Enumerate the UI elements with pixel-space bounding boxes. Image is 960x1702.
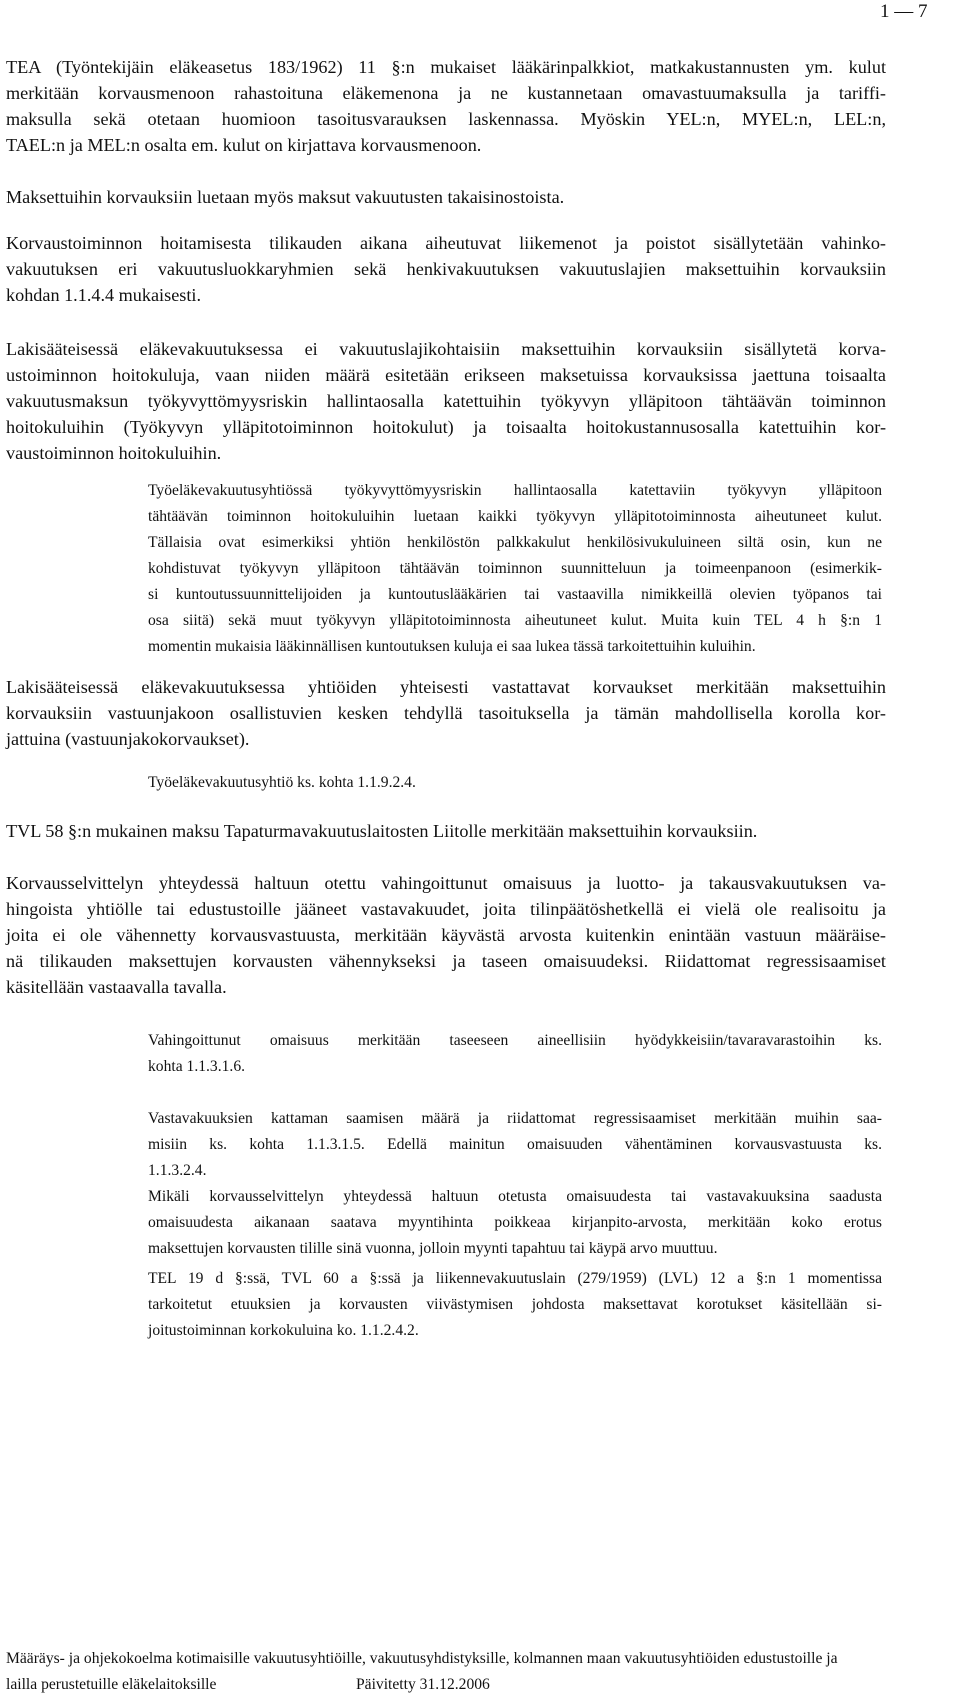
text-line: vakuutuksen eri vakuutusluokkaryhmien sekä henkivakuutuksen vakuutuslajien maksettuihin korvauksiin [6, 259, 886, 279]
text-line: merkitään korvausmenoon rahastoituna eläkemenona ja ne kustannetaan omavastuumaksulla ja tariffi- [6, 83, 886, 103]
paragraph-statutory-pension [6, 336, 886, 466]
text-line: Työeläkevakuutusyhtiössä työkyvyttömyysriskin hallintaosalla katettaviin työkyvyn ylläpitoon [148, 482, 882, 499]
text-line: kohta 1.1.3.1.6. [148, 1058, 246, 1075]
paragraph-shared-claims [6, 674, 886, 752]
text-line: osa siitä) sekä muut työkyvyn ylläpitotoiminnosta aiheutuneet kulut. Muita kuin TEL 4 h §:n 1 [148, 612, 882, 629]
text-line: maksulla sekä otetaan huomioon tasoitusvarauksen laskennassa. Myöskin YEL:n, MYEL:n, LEL:n, [6, 109, 886, 129]
footer-updated-date: Päivitetty 31.12.2006 [356, 1676, 490, 1693]
text-line: korvauksiin vastuunjakoon osallistuvien kesken tehdyllä tasoituksella ja tämän mahdollisella korolla kor- [6, 703, 886, 723]
footer-publisher: lailla perustetuille eläkelaitoksille [6, 1676, 217, 1693]
text-line: vaustoiminnon hoitokuluihin. [6, 443, 222, 463]
indented-note-delay-increments [148, 1266, 882, 1344]
text-line: vakuutusmaksun työkyvyttömyysriskin hallintaosalla katettuihin työkyvyn ylläpitoon tähtäävän toiminnon [6, 391, 886, 411]
indented-note-reference [148, 770, 882, 796]
text-line: hoitokuluihin (Työkyvyn ylläpitotoiminnon hoitokulut) ja toisaalta hoitokustannusosalla katettuihin kor- [6, 417, 886, 437]
text-line: tähtäävän toiminnon hoitokuluihin luetaan kaikki työkyvyn ylläpitotoiminnosta aiheutuneet kulut. [148, 508, 882, 525]
text-line: Mikäli korvausselvittelyn yhteydessä haltuun otetusta omaisuudesta tai vastavakuuksina saadusta [148, 1188, 882, 1205]
paragraph-tvl-58 [6, 818, 886, 844]
text-line: joitustoiminnan korkokuluina ko. 1.1.2.4.2. [148, 1322, 419, 1339]
text-line: Korvaustoiminnon hoitamisesta tilikauden aikana aiheutuvat liikemenot ja poistot sisällytetään vahinko- [6, 233, 886, 253]
paragraph-tea-costs [6, 54, 886, 158]
text-line: 1.1.3.2.4. [148, 1162, 207, 1179]
text-line: ustoiminnon hoitokuluja, vaan niiden määrä esitetään erikseen maksetuissa korvauksissa jaettuna toisaalta [6, 365, 886, 385]
text-line: kohdan 1.1.4.4 mukaisesti. [6, 285, 201, 305]
paragraph-buybacks [6, 184, 886, 210]
text-line: si kuntoutussuunnittelijoiden ja kuntoutuslääkärien tai vastaavilla nimikkeillä olevien työpanos tai [148, 586, 882, 603]
text-line: Maksettuihin korvauksiin luetaan myös maksut vakuutusten takaisinostoista. [6, 187, 565, 207]
indented-note-collateral [148, 1106, 882, 1184]
text-line: omaisuudesta aikanaan saatava myyntihinta poikkeaa kirjanpito-arvosta, merkitään koko erotus [148, 1214, 882, 1231]
page-number: 1 — 7 [880, 1, 928, 22]
text-line: joita ei ole vähennetty korvausvastuusta, merkitään käyvästä arvosta kuitenkin enintään vastuun määräise- [6, 925, 886, 945]
paragraph-claims-handling-costs [6, 230, 886, 308]
text-line: Vastavakuuksien kattaman saamisen määrä ja riidattomat regressisaamiset merkitään muihin saa- [148, 1110, 882, 1127]
text-line: Lakisääteisessä eläkevakuutuksessa yhtiöiden yhteisesti vastattavat korvaukset merkitään maksettuihin [6, 677, 886, 697]
text-line: Työeläkevakuutusyhtiö ks. kohta 1.1.9.2.4. [148, 774, 416, 791]
text-line: momentin mukaisia lääkinnällisen kuntoutuksen kuluja ei saa lukea tässä tarkoitettuihin kuluihin. [148, 638, 756, 655]
text-line: nä tilikauden maksettujen korvausten vähennykseksi ja taseen omaisuudeksi. Riidattomat regressisaamiset [6, 951, 886, 971]
indented-note-work-ability [148, 478, 882, 660]
text-line: kohdistuvat työkyvyn ylläpitoon tähtäävän toiminnon suunnitteluun ja toimeenpanoon (esimerkik- [148, 560, 882, 577]
text-line: Lakisääteisessä eläkevakuutuksessa ei vakuutuslajikohtaisiin maksettuihin korvauksiin sisällytetä korva- [6, 339, 886, 359]
text-line: TAEL:n ja MEL:n osalta em. kulut on kirjattava korvausmenoon. [6, 135, 482, 155]
indented-note-damaged-property [148, 1028, 882, 1080]
text-line: käsitellään vastaavalla tavalla. [6, 977, 227, 997]
footer-line-1: Määräys- ja ohjekokoelma kotimaisille vakuutusyhtiöille, vakuutusyhdistyksille, kolmannen maan vakuutusyhtiöiden edustustoille ja [6, 1650, 838, 1667]
text-line: TEL 19 d §:ssä, TVL 60 a §:ssä ja liikennevakuutuslain (279/1959) (LVL) 12 a §:n 1 momentissa [148, 1270, 882, 1287]
text-line: TVL 58 §:n mukainen maksu Tapaturmavakuutuslaitosten Liitolle merkitään maksettuihin korvauksiin. [6, 821, 758, 841]
text-line: maksettujen korvausten tilille sinä vuonna, jolloin myynti tapahtuu tai käypä arvo muuttuu. [148, 1240, 718, 1257]
text-line: Vahingoittunut omaisuus merkitään taseeseen aineellisiin hyödykkeisiin/tavaravarastoihin ks. [148, 1032, 882, 1049]
text-line: TEA (Työntekijäin eläkeasetus 183/1962) 11 §:n mukaiset lääkärinpalkkiot, matkakustannusten ym. kulut [6, 57, 886, 77]
text-line: jattuina (vastuunjakokorvaukset). [6, 729, 250, 749]
text-line: misiin ks. kohta 1.1.3.1.5. Edellä mainitun omaisuuden vähentäminen korvausvastuusta ks. [148, 1136, 882, 1153]
text-line: hingoista yhtiölle tai edustustoille jääneet vastavakuudet, joita tilinpäätöshetkellä ei vielä ole realisoitu ja [6, 899, 886, 919]
text-line: Tällaisia ovat esimerkiksi yhtiön henkilöstön palkkakulut henkilösivukuluineen siltä osin, kun ne [148, 534, 882, 551]
text-line: tarkoitetut etuuksien ja korvausten viivästymisen johdosta maksettavat korotukset käsitellään si- [148, 1296, 882, 1313]
indented-note-sale-price [148, 1184, 882, 1262]
footer [6, 1646, 886, 1698]
paragraph-damaged-property [6, 870, 886, 1000]
text-line: Korvausselvittelyn yhteydessä haltuun otettu vahingoittunut omaisuus ja luotto- ja takausvakuutuksen va- [6, 873, 886, 893]
